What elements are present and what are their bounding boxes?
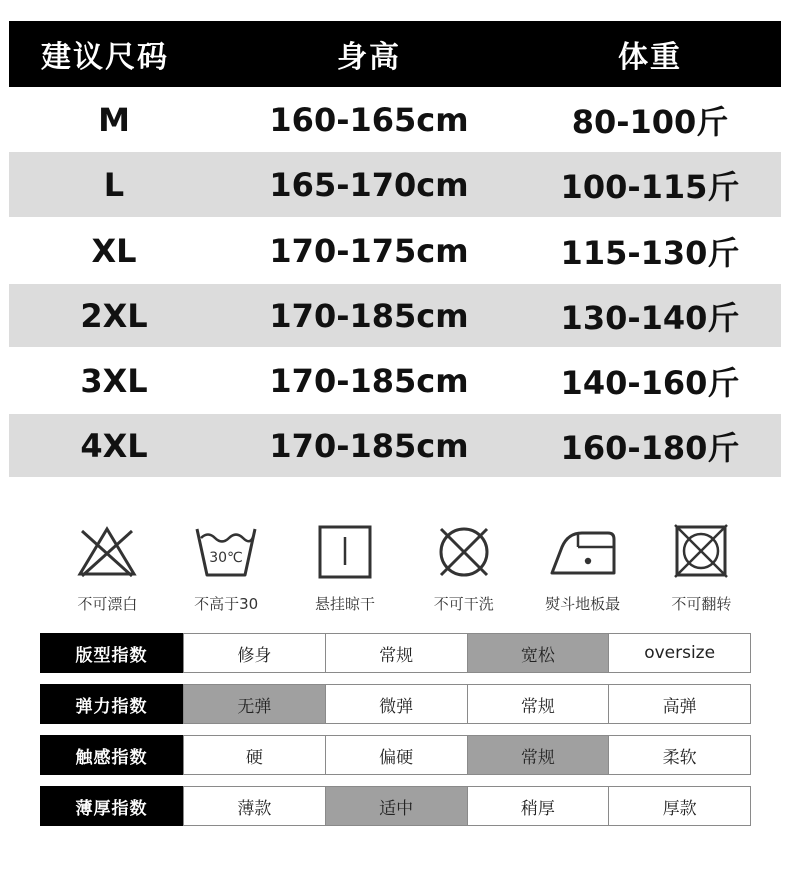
property-option: 常规 — [325, 634, 467, 672]
height-cell: 170-175cm — [269, 231, 469, 270]
height-cell: 170-185cm — [269, 296, 469, 335]
property-option: 薄款 — [183, 787, 325, 825]
property-option: 修身 — [183, 634, 325, 672]
property-row-thickness — [40, 786, 751, 826]
care-label: 熨斗地板最 — [545, 595, 621, 613]
care-item — [286, 519, 405, 614]
care-item — [167, 519, 286, 614]
care-label: 悬挂晾干 — [314, 595, 375, 613]
property-row-fit — [40, 633, 751, 673]
weight-cell: 80-100斤 — [571, 102, 729, 141]
care-item — [523, 519, 642, 614]
property-option: 适中 — [325, 787, 467, 825]
height-cell: 160-165cm — [269, 100, 469, 139]
property-option: 柔软 — [608, 736, 750, 774]
size-cell: M — [98, 100, 130, 139]
property-option: 厚款 — [608, 787, 750, 825]
weight-cell: 160-180斤 — [560, 428, 740, 467]
property-option: 宽松 — [467, 634, 609, 672]
property-option: 无弹 — [183, 685, 325, 723]
property-option: 常规 — [467, 736, 609, 774]
care-label: 不可干洗 — [433, 595, 494, 613]
height-cell: 170-185cm — [269, 426, 469, 465]
size-row — [9, 87, 781, 152]
no-bleach-icon — [72, 519, 142, 583]
header-size: 建议尺码 — [41, 40, 169, 75]
weight-cell: 100-115斤 — [560, 167, 740, 206]
weight-cell: 130-140斤 — [560, 298, 740, 337]
hang-dry-icon — [310, 519, 380, 583]
property-option: 微弹 — [325, 685, 467, 723]
property-row-touch — [40, 735, 751, 775]
size-row — [9, 284, 781, 347]
size-cell: XL — [91, 231, 137, 270]
iron-low-icon — [548, 519, 618, 583]
header-height: 身高 — [337, 40, 401, 75]
weight-cell: 115-130斤 — [560, 233, 740, 272]
no-dry-clean-icon — [429, 519, 499, 583]
size-cell: 4XL — [80, 426, 148, 465]
size-chart — [9, 21, 781, 477]
property-name: 触感指数 — [40, 735, 183, 775]
care-label: 不高于30 — [194, 595, 259, 613]
property-option: 稍厚 — [467, 787, 609, 825]
size-cell: 3XL — [80, 361, 148, 400]
size-chart-header — [9, 21, 781, 87]
care-item — [404, 519, 523, 614]
property-row-elasticity — [40, 684, 751, 724]
size-cell: L — [103, 165, 125, 204]
property-name: 弹力指数 — [40, 684, 183, 724]
header-weight: 体重 — [618, 40, 682, 75]
size-cell: 2XL — [80, 296, 148, 335]
size-row — [9, 347, 781, 414]
property-option: 高弹 — [608, 685, 750, 723]
property-indices — [40, 633, 751, 837]
height-cell: 165-170cm — [269, 165, 469, 204]
wash-30-icon — [191, 519, 261, 583]
property-option: 偏硬 — [325, 736, 467, 774]
care-label: 不可翻转 — [671, 595, 732, 613]
property-name: 薄厚指数 — [40, 786, 183, 826]
wash-temp-label: 30℃ — [209, 550, 243, 566]
no-tumble-dry-icon — [666, 519, 736, 583]
care-label: 不可漂白 — [77, 595, 138, 613]
property-name: 版型指数 — [40, 633, 183, 673]
weight-cell: 140-160斤 — [560, 363, 740, 402]
property-option: 常规 — [467, 685, 609, 723]
size-row — [9, 414, 781, 477]
care-item — [642, 519, 761, 614]
property-option: 硬 — [183, 736, 325, 774]
care-item — [48, 519, 167, 614]
height-cell: 170-185cm — [269, 361, 469, 400]
care-instructions — [48, 519, 761, 614]
property-option: oversize — [608, 634, 750, 672]
size-row — [9, 217, 781, 284]
size-row — [9, 152, 781, 217]
